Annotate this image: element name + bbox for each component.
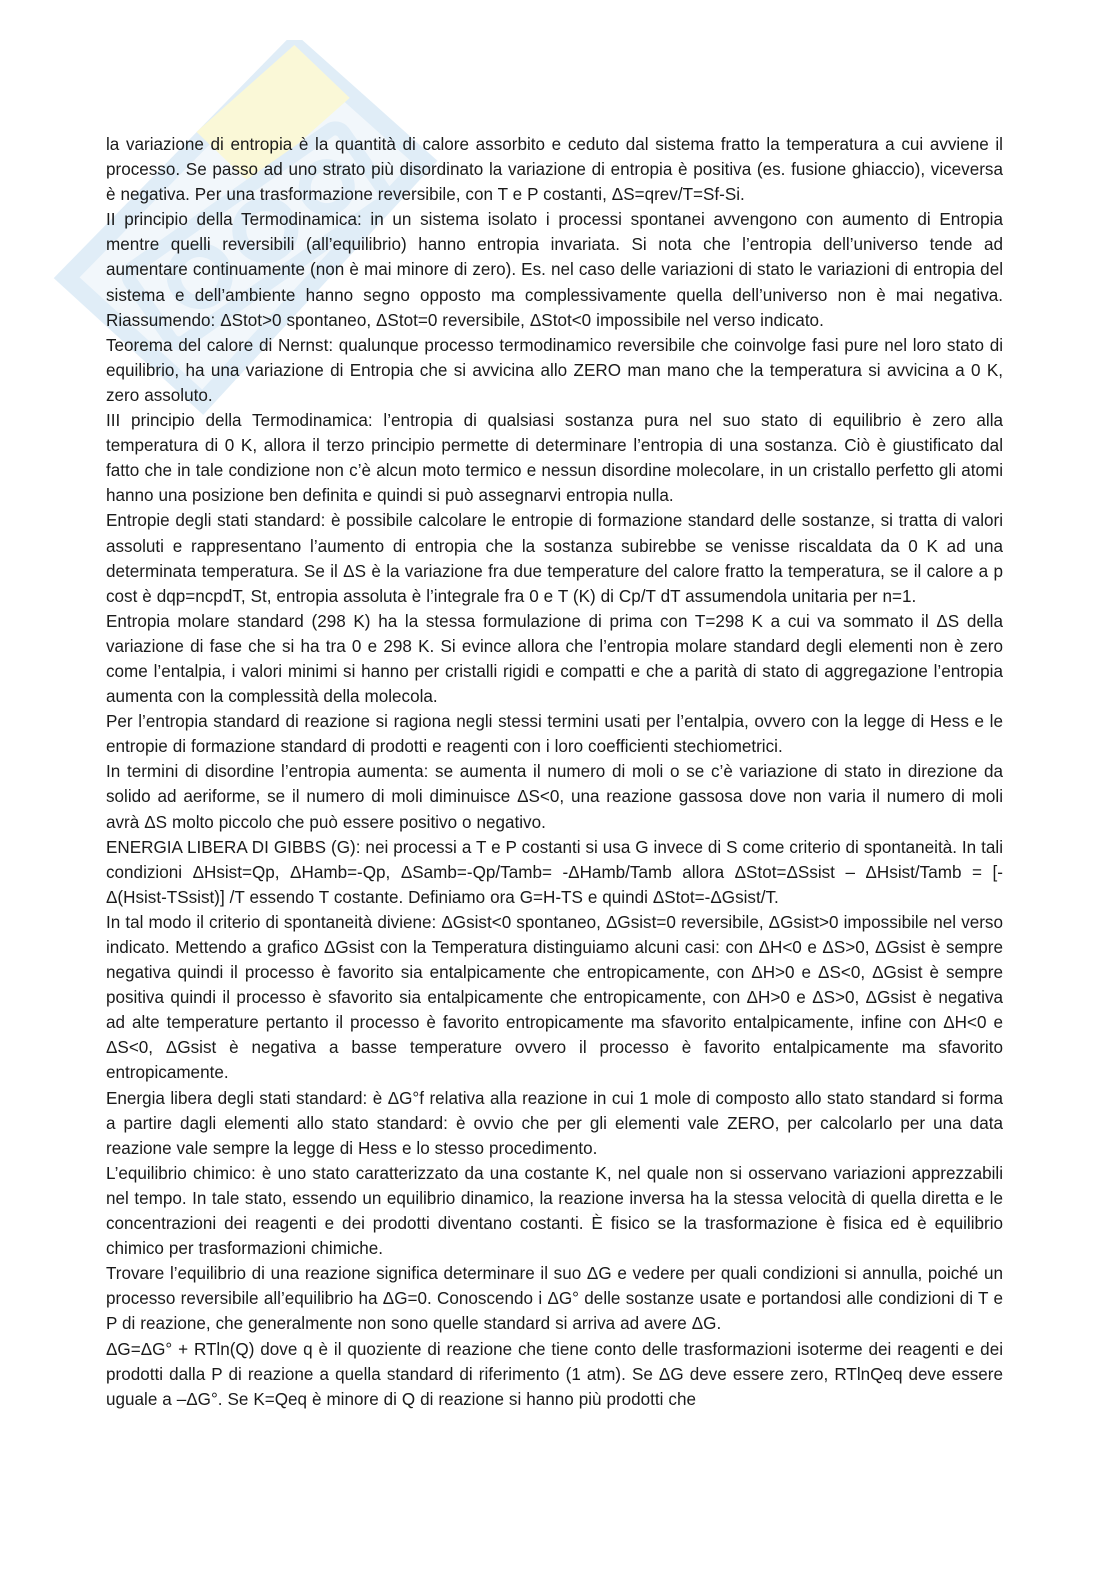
paragraph-standard-free-energy: Energia libera degli stati standard: è ΔG°f relativa alla reazione in cui 1 mole di composto allo stato standard si forma a partire dagli elementi allo stato standard: è ovvio che per gli elementi vale ZERO, per calcolarlo per una data reazione vale sempre la legge di Hess e lo stesso procedimento. <box>106 1088 1003 1158</box>
paragraph-disorder: In termini di disordine l’entropia aumenta: se aumenta il numero di moli o se c’è variazione di stato in direzione da solido ad aeriforme, se il numero di moli diminuisce ΔS<0, una reazione gassosa dove non varia il numero di moli avrà ΔS molto piccolo che può essere positivo o negativo. <box>106 762 1003 832</box>
paragraph-gibbs-energy: ENERGIA LIBERA DI GIBBS (G): nei processi a T e P costanti si usa G invece di S come criterio di spontaneità. In tali condizioni ΔHsist=Qp, ΔHamb=-Qp, ΔSamb=-Qp/Tamb= -ΔHamb/Tamb allora ΔStot=ΔSsist – ΔHsist/Tamb = [-Δ(Hsist-TSsist)] /T essendo T costante. Definiamo ora G=H-TS e quindi ΔStot=-ΔGsist/T. <box>106 837 1003 907</box>
paragraph-reaction-entropy: Per l’entropia standard di reazione si ragiona negli stessi termini usati per l’entalpia, ovvero con la legge di Hess e le entropie di formazione standard di prodotti e reagenti con i loro coefficienti stechiometrici. <box>106 712 1003 757</box>
page-content <box>106 132 1003 1412</box>
paragraph-finding-equilibrium: Trovare l’equilibrio di una reazione significa determinare il suo ΔG e vedere per quali condizioni si annulla, poiché un processo reversibile all’equilibrio ha ΔG=0. Conoscendo i ΔG° delle sostanze usate e portandosi alle condizioni di T e P di reazione, che generalmente non sono quelle standard si arriva ad avere ΔG. <box>106 1264 1003 1334</box>
paragraph-delta-g-equation: ΔG=ΔG° + RTln(Q) dove q è il quoziente di reazione che tiene conto delle trasformazioni isoterme dei reagenti e dei prodotti dalla P di reazione a quella standard di riferimento (1 atm). Se ΔG deve essere zero, RTlnQeq deve essere uguale a –ΔG°. Se K=Qeq è minore di Q di reazione si hanno più prodotti che <box>106 1339 1003 1409</box>
paragraph-chemical-equilibrium: L’equilibrio chimico: è uno stato caratterizzato da una costante K, nel quale non si osservano variazioni apprezzabili nel tempo. In tale stato, essendo un equilibrio dinamico, la reazione inversa ha la stessa velocità di quella diretta e le concentrazioni dei reagenti e dei prodotti diventano costanti. È fisico se la trasformazione è fisica ed è equilibrio chimico per trasformazioni chimiche. <box>106 1163 1003 1259</box>
paragraph-nernst-theorem: Teorema del calore di Nernst: qualunque processo termodinamico reversibile che coinvolge fasi pure nel loro stato di equilibrio, ha una variazione di Entropia che si avvicina allo ZERO man mano che la temperatura si avvicina a 0 K, zero assoluto. <box>106 335 1003 405</box>
paragraph-molar-entropy: Entropia molare standard (298 K) ha la stessa formulazione di prima con T=298 K a cui va sommato il ΔS della variazione di fase che si ha tra 0 e 298 K. Si evince allora che l’entropia molare standard degli elementi non è zero come l’entalpia, i valori minimi si hanno per cristalli rigidi e compatti e che a parità di stato di aggregazione l’entropia aumenta con la complessità della molecola. <box>106 611 1003 707</box>
paragraph-spontaneity-criterion: In tal modo il criterio di spontaneità diviene: ΔGsist<0 spontaneo, ΔGsist=0 reversibile, ΔGsist>0 impossibile nel verso indicato. Mettendo a grafico ΔGsist con la Temperatura distinguiamo alcuni casi: con ΔH<0 e ΔS>0, ΔGsist è sempre negativa quindi il processo è favorito sia entalpicamente che entropicamente, con ΔH>0 e ΔS<0, ΔGsist è sempre positiva quindi il processo è sfavorito sia entalpicamente che entropicamente, con ΔH>0 e ΔS>0, ΔGsist è negativa ad alte temperature pertanto il processo è favorito entropicamente ma sfavorito entalpicamente, infine con ΔH<0 e ΔS<0, ΔGsist è negativa a basse temperature ovvero il processo è favorito entalpicamente ma sfavorito entropicamente. <box>106 912 1003 1083</box>
paragraph-entropy-definition: la variazione di entropia è la quantità di calore assorbito e ceduto dal sistema fratto la temperatura a cui avviene il processo. Se passo ad uno strato più disordinato la variazione di entropia è positiva (es. fusione ghiaccio), viceversa è negativa. Per una trasformazione reversibile, con T e P costanti, ΔS=qrev/T=Sf-Si. <box>106 135 1003 205</box>
paragraph-second-law: II principio della Termodinamica: in un sistema isolato i processi spontanei avvengono con aumento di Entropia mentre quelli reversibili (all’equilibrio) hanno entropia invariata. Si nota che l’entropia dell’universo tende ad aumentare continuamente (non è mai minore di zero). Es. nel caso delle variazioni di stato le variazioni di entropia del sistema e dell’ambiente hanno segno opposto ma complessivamente quella dell’universo non è mai negativa. Riassumendo: ΔStot>0 spontaneo, ΔStot=0 reversibile, ΔStot<0 impossibile nel verso indicato. <box>106 210 1003 330</box>
paragraph-third-law: III principio della Termodinamica: l’entropia di qualsiasi sostanza pura nel suo stato di equilibrio è zero alla temperatura di 0 K, allora il terzo principio permette di determinare l’entropia di una sostanza. Ciò è giustificato dal fatto che in tale condizione non c’è alcun moto termico e nessun disordine molecolare, in un cristallo perfetto gli atomi hanno una posizione ben definita e quindi si può assegnarvi entropia nulla. <box>106 411 1003 506</box>
paragraph-standard-entropies: Entropie degli stati standard: è possibile calcolare le entropie di formazione standard delle sostanze, si tratta di valori assoluti e rappresentano l’aumento di entropia che la sostanza subirebbe se venisse riscaldata da 0 K ad una determinata temperatura. Se il ΔS è la variazione fra due temperature del calore fratto la temperatura, se il calore a p cost è dqp=ncpdT, St, entropia assoluta è l’integrale fra 0 e T (K) di Cp/T dT assumendola unitaria per n=1. <box>106 511 1003 606</box>
